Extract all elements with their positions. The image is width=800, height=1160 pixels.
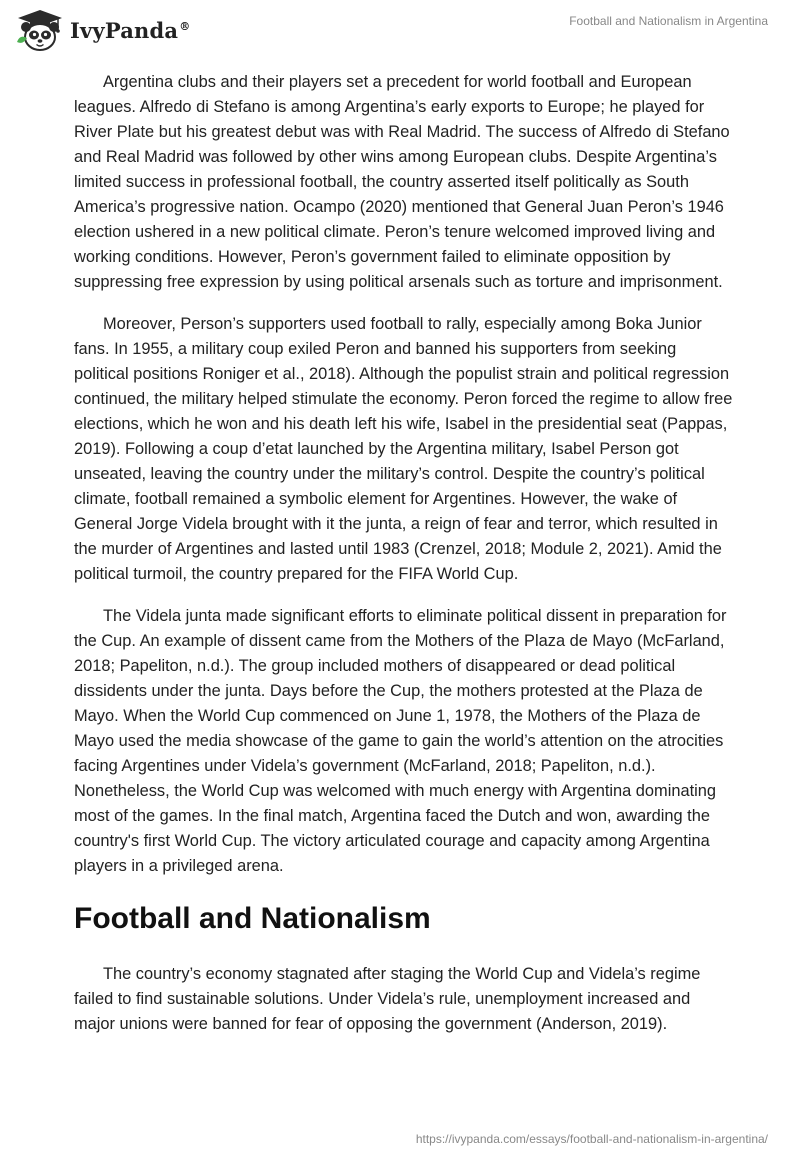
- essay-content: [74, 70, 734, 1054]
- paragraph: The Videla junta made significant efforts to eliminate political dissent in preparation for the Cup. An example of dissent came from the Mothers of the Plaza de Mayo (McFarland, 2018; Papeliton, n.d.). The group included mothers of disappeared or dead political dissidents under the junta. Days before the Cup, the mothers protested at the Plaza de Mayo. When the World Cup commenced on June 1, 1978, the Mothers of the Plaza de Mayo used the media showcase of the game to gain the world’s attention on the atrocities facing Argentines under Videla’s government (McFarland, 2018; Papeliton, n.d.). Nonetheless, the World Cup was welcomed with much energy with Argentina dominating most of the games. In the final match, Argentina faced the Dutch and won, awarding the country's first World Cup. The victory articulated courage and capacity among Argentina players in a privileged arena.: [74, 607, 727, 875]
- document-title: Football and Nationalism in Argentina: [569, 14, 768, 28]
- paragraph: Argentina clubs and their players set a precedent for world football and European leagues. Alfredo di Stefano is among Argentina’s early exports to Europe; he played for River Plate but his greatest debut was with Real Madrid. The success of Alfredo di Stefano and Real Madrid was followed by other wins among European clubs. Despite Argentina’s limited success in professional football, the country asserted itself politically as South America’s progressive nation. Ocampo (2020) mentioned that General Juan Peron’s 1946 election ushered in a new political climate. Peron’s tenure welcomed improved living and working conditions. However, Peron’s government failed to eliminate opposition by suppressing free expression by using political arsenals such as torture and imprisonment.: [74, 73, 730, 291]
- page-header: [0, 0, 800, 60]
- paragraph: Moreover, Person’s supporters used football to rally, especially among Boka Junior fans. In 1955, a military coup exiled Peron and banned his supporters from seeking political positions Roniger et al., 2018). Although the populist strain and political regression continued, the military helped stimulate the economy. Peron forced the regime to allow free elections, which he won and his death left his wife, Isabel in the presidential seat (Pappas, 2019). Following a coup d’etat launched by the Argentina military, Isabel Person got unseated, leaving the country under the military’s control. Despite the country’s political climate, football remained a symbolic element for Argentines. However, the wake of General Jorge Videla brought with it the junta, a reign of fear and terror, which resulted in the murder of Argentines and lasted until 1983 (Crenzel, 2018; Module 2, 2021). Amid the political turmoil, the country prepared for the FIFA World Cup.: [74, 315, 733, 583]
- brand-name: IvyPanda®: [70, 17, 191, 43]
- ivypanda-logo[interactable]: [14, 8, 190, 52]
- panda-graduate-logo-icon: [14, 8, 66, 52]
- source-url[interactable]: https://ivypanda.com/essays/football-and-nationalism-in-argentina/: [415, 1132, 768, 1146]
- section-heading: Football and Nationalism: [74, 902, 431, 935]
- paragraph: The country’s economy stagnated after staging the World Cup and Videla’s regime failed to find sustainable solutions. Under Videla’s rule, unemployment increased and major unions were banned for fear of opposing the government (Anderson, 2019).: [74, 965, 701, 1033]
